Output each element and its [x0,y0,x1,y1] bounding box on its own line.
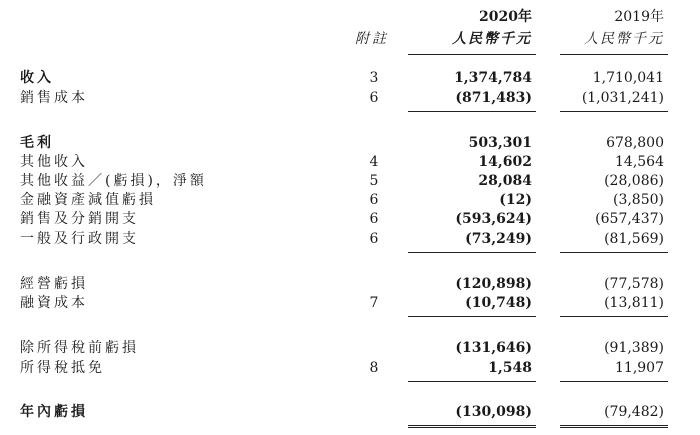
table-row [0,293,700,313]
row-label: 其他收益／(虧損)，淨額 [20,173,207,189]
row-value-2020: (130,098) [455,404,532,420]
row-value-2020: 1,548 [488,360,532,376]
row-value-2019: (79,482) [604,404,664,420]
row-value-2020: (131,646) [455,340,532,356]
row-value-2020: 14,602 [478,154,532,170]
note-column-header: 附註 [355,31,389,47]
row-label: 金融資產減值虧損 [20,192,156,208]
row-value-2019: (81,569) [604,231,664,247]
row-note: 3 [369,70,379,86]
subtotal-rule-2019 [560,381,668,382]
row-value-2019: 11,907 [615,360,664,376]
row-note: 6 [369,90,379,106]
table-row [0,133,700,153]
row-value-2019: (13,811) [604,295,664,311]
table-row [0,190,700,210]
row-label: 毛利 [20,135,54,151]
year-2019-header: 2019年 [614,9,664,25]
unit-2019-header: 人民幣千元 [584,31,664,47]
row-note: 6 [369,192,379,208]
table-row [0,402,700,422]
row-label: 年內虧損 [20,404,88,420]
row-value-2020: 1,374,784 [454,70,532,86]
total-double-rule-2019 [560,425,668,428]
table-row [0,68,700,88]
table-row [0,338,700,358]
table-row [0,274,700,294]
row-value-2019: 678,800 [606,135,664,151]
row-value-2019: (91,389) [604,340,664,356]
subtotal-rule-2020 [408,252,536,253]
total-double-rule-2020 [408,425,536,428]
table-row [0,209,700,229]
row-note: 4 [369,154,379,170]
row-label: 所得稅抵免 [20,360,105,376]
row-value-2019: 1,710,041 [592,70,664,86]
row-value-2020: (871,483) [455,90,532,106]
subtotal-rule-2020 [408,381,536,382]
row-value-2020: (73,249) [465,231,532,247]
row-value-2019: (657,437) [595,211,664,227]
row-label: 一般及行政開支 [20,231,139,247]
row-value-2020: (12) [499,192,532,208]
row-value-2020: (593,624) [455,211,532,227]
row-label: 銷售及分銷開支 [20,211,139,227]
table-row [0,88,700,108]
row-value-2020: 503,301 [468,135,532,151]
row-value-2020: (10,748) [465,295,532,311]
row-value-2019: 14,564 [615,154,664,170]
row-label: 融資成本 [20,295,88,311]
table-row [0,229,700,249]
table-row [0,358,700,378]
unit-2020-header: 人民幣千元 [452,31,532,47]
row-label: 經營虧損 [20,276,88,292]
row-note: 6 [369,231,379,247]
row-value-2020: 28,084 [478,173,532,189]
subtotal-rule-2020 [408,316,536,317]
row-value-2019: (77,578) [604,276,664,292]
header-rule-2020 [408,54,536,55]
subtotal-rule-2019 [560,252,668,253]
row-note: 7 [369,295,379,311]
subtotal-rule-2019 [560,316,668,317]
row-label: 銷售成本 [20,90,88,106]
row-note: 8 [369,360,379,376]
row-label: 除所得稅前虧損 [20,340,139,356]
subtotal-rule-2020 [408,111,536,112]
row-label: 其他收入 [20,154,88,170]
row-note: 5 [369,173,379,189]
year-2020-header: 2020年 [479,9,532,25]
row-value-2019: (1,031,241) [581,90,664,106]
row-label: 收入 [20,70,54,86]
row-note: 6 [369,211,379,227]
header-rule-2019 [560,54,668,55]
subtotal-rule-2019 [560,111,668,112]
row-value-2020: (120,898) [455,276,532,292]
row-value-2019: (3,850) [612,192,664,208]
row-value-2019: (28,086) [604,173,664,189]
table-row [0,152,700,172]
table-row [0,171,700,191]
